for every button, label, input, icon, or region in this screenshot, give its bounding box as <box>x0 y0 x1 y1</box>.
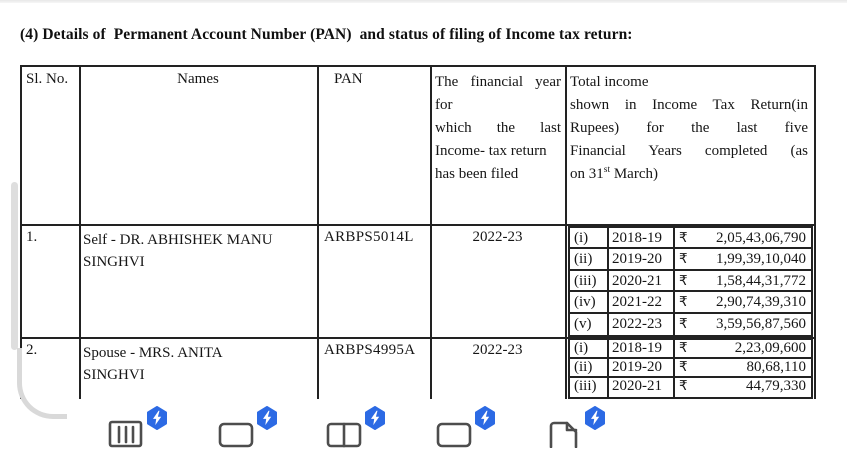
income-sub-table <box>568 338 813 399</box>
rupee-symbol: ₹ <box>679 378 688 394</box>
bank-tool-button[interactable] <box>108 406 172 466</box>
income-row-label: (ii) <box>570 249 609 270</box>
income-row-year: 2018-19 <box>609 340 675 359</box>
income-row-amount: ₹ 2,90,74,39,310 <box>675 292 811 313</box>
scrollbar-thumb[interactable] <box>11 182 18 350</box>
card-icon <box>436 420 472 448</box>
income-row-amount: ₹ 2,05,43,06,790 <box>675 228 811 249</box>
ai-lightning-badge <box>256 406 278 430</box>
income-row-label: (iii) <box>570 271 609 292</box>
income-row-year: 2018-19 <box>609 228 675 249</box>
income-sub-table <box>568 226 813 337</box>
income-row-year: 2019-20 <box>609 359 675 378</box>
income-row-year: 2021-22 <box>609 292 675 313</box>
document-icon <box>546 420 582 448</box>
rupee-symbol: ₹ <box>679 294 688 311</box>
income-row-label: (v) <box>570 314 609 335</box>
card-rounded-corner <box>17 348 67 419</box>
income-row-year: 2019-20 <box>609 249 675 270</box>
income-row-year: 2020-21 <box>609 271 675 292</box>
pan-value: ARBPS5014L <box>324 229 414 245</box>
last-filed-year: 2022-23 <box>472 342 523 358</box>
serial-number: 2. <box>26 342 38 358</box>
ai-lightning-badge <box>364 406 386 430</box>
window-icon <box>326 420 362 448</box>
pan-details-table <box>20 65 816 399</box>
income-row-label: (iv) <box>570 292 609 313</box>
rupee-symbol: ₹ <box>679 340 688 356</box>
income-row-label: (i) <box>570 340 609 359</box>
card-tool-button[interactable] <box>218 406 282 466</box>
rupee-symbol: ₹ <box>679 272 688 289</box>
card-icon <box>218 420 254 448</box>
serial-number: 1. <box>26 229 38 245</box>
table-row <box>22 337 814 399</box>
income-row-year: 2022-23 <box>609 314 675 335</box>
pan-value: ARBPS4995A <box>324 342 416 358</box>
rupee-symbol: ₹ <box>679 359 688 375</box>
income-row-label: (ii) <box>570 359 609 378</box>
income-row-amount: ₹ 1,58,44,31,772 <box>675 271 811 292</box>
header-sl-no: Sl. No. <box>26 71 69 87</box>
header-names: Names <box>177 71 219 87</box>
card-tool-button-2[interactable] <box>436 406 500 466</box>
bank-icon <box>108 420 144 448</box>
rupee-symbol: ₹ <box>679 251 688 268</box>
ai-lightning-badge <box>474 406 496 430</box>
income-row-label: (i) <box>570 228 609 249</box>
header-total-income: Total income shown in Income Tax Return(in Rupees) for the last five Financial Years completed (as on 31st March) <box>570 74 808 182</box>
document-tool-button[interactable] <box>546 406 610 466</box>
income-row-label: (iii) <box>570 378 609 397</box>
income-row-amount: ₹ 2,23,09,600 <box>675 340 811 359</box>
ai-lightning-badge <box>584 406 606 430</box>
table-header-row <box>22 67 814 224</box>
page-title: (4) Details of Permanent Account Number (PAN) and status of filing of Income tax return: <box>20 26 633 43</box>
income-row-amount: ₹ 1,99,39,10,040 <box>675 249 811 270</box>
person-name: Self - DR. ABHISHEK MANU SINGHVI <box>83 232 273 270</box>
income-row-amount: ₹ 3,59,56,87,560 <box>675 314 811 335</box>
income-row-amount: ₹ 80,68,110 <box>675 359 811 378</box>
header-pan: PAN <box>334 71 363 87</box>
rupee-symbol: ₹ <box>679 230 688 246</box>
person-name: Spouse - MRS. ANITA SINGHVI <box>83 345 223 383</box>
rupee-symbol: ₹ <box>679 315 688 332</box>
income-row-year: 2020-21 <box>609 378 675 397</box>
scan-edge-band <box>0 0 847 3</box>
ai-lightning-badge <box>146 406 168 430</box>
window-tool-button[interactable] <box>326 406 390 466</box>
table-row <box>22 224 814 337</box>
last-filed-year: 2022-23 <box>472 229 523 245</box>
income-row-amount: ₹ 44,79,330 <box>675 378 811 397</box>
header-financial-year: The financial year for which the last Income- tax return has been filed <box>435 74 561 182</box>
